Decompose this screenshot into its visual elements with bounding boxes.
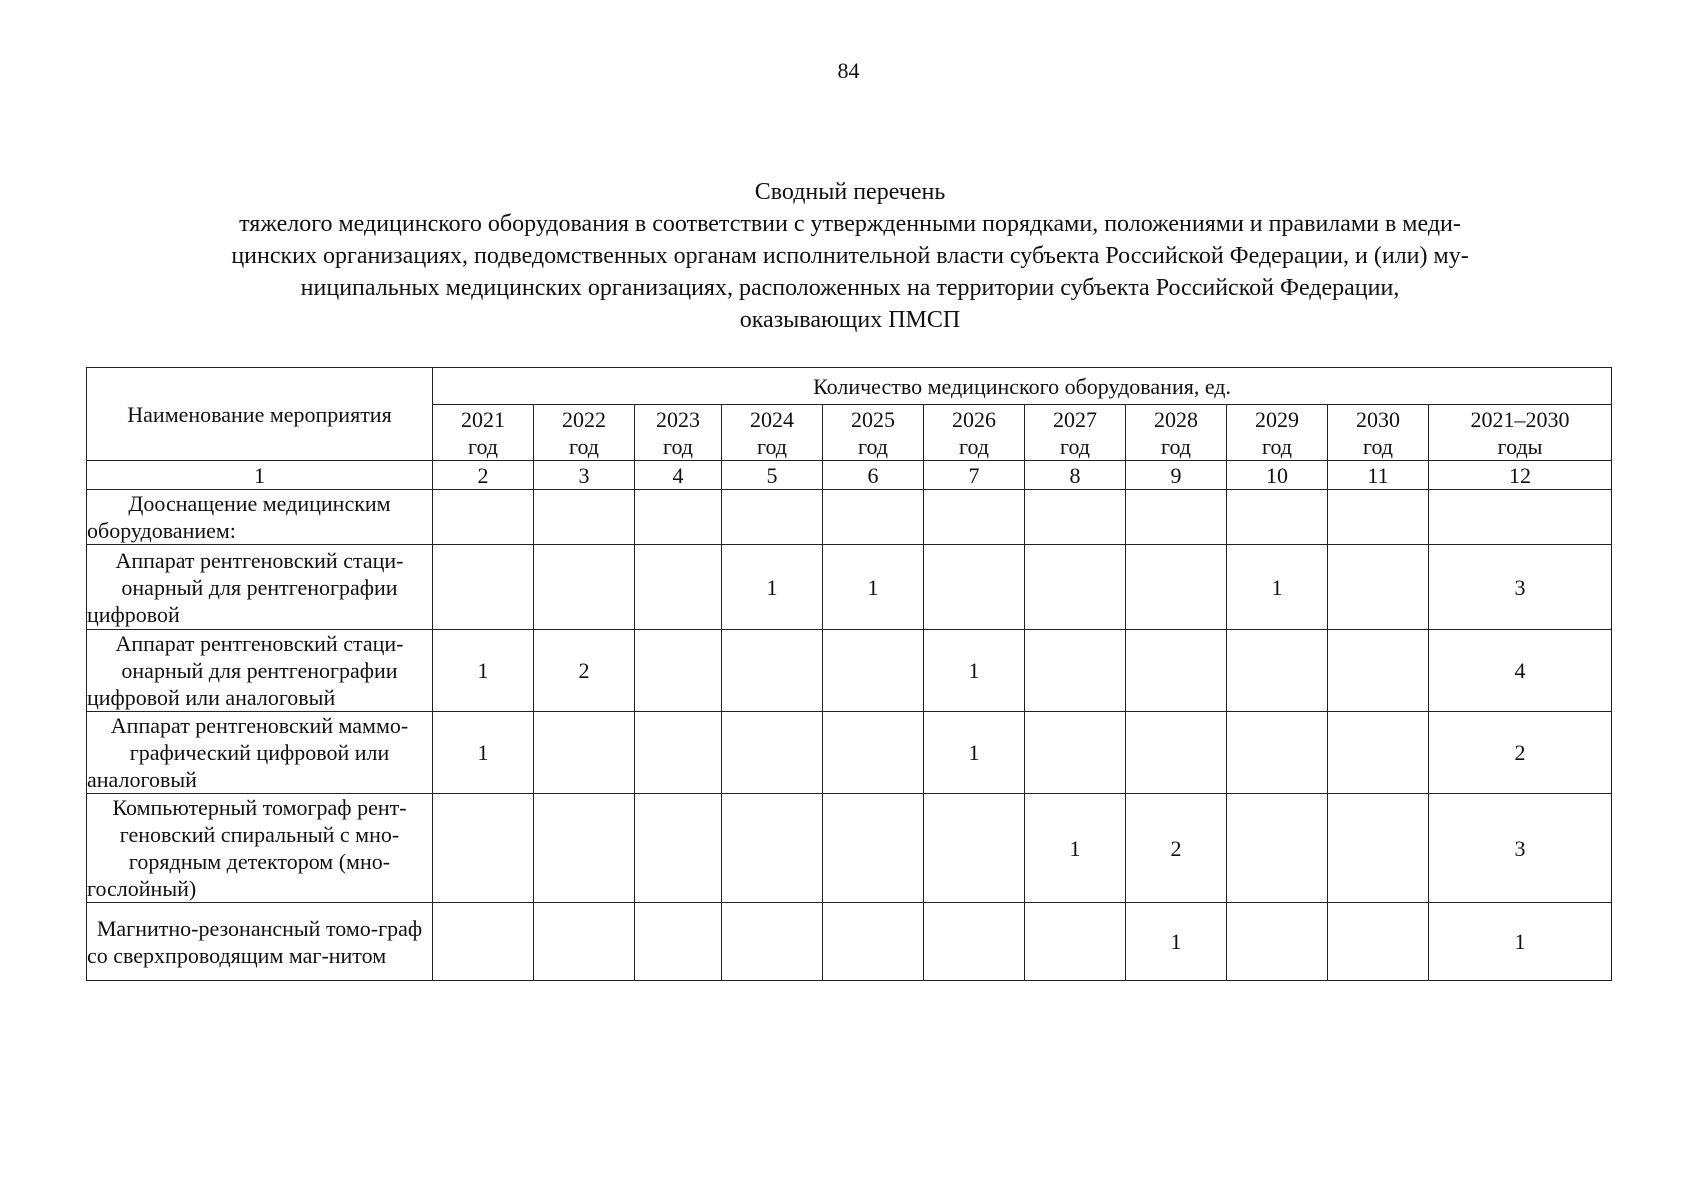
quantity-cell [433,545,534,630]
quantity-cell [433,490,534,545]
year-unit: год [756,433,788,459]
year-unit: год [568,433,600,459]
quantity-cell [1429,490,1612,545]
quantity-cell [433,903,534,981]
table-row [87,545,1612,630]
quantity-cell: 4 [1429,630,1612,712]
quantity-cell [823,712,924,794]
column-number: 9 [1126,461,1227,490]
quantity-cell [924,794,1025,903]
quantity-cell [635,490,722,545]
quantity-cell [823,490,924,545]
quantity-cell: 1 [1126,903,1227,981]
year-label: 2030 [1356,406,1400,432]
year-column-header [433,405,534,461]
column-number: 6 [823,461,924,490]
year-label: 2027 [1053,406,1097,432]
quantity-cell [534,712,635,794]
quantity-cell [823,794,924,903]
quantity-cell [1025,545,1126,630]
quantity-cell [722,903,823,981]
quantity-cell [1126,545,1227,630]
quantity-cell [924,903,1025,981]
equipment-name: Аппарат рентгеновский маммо-графический цифровой или аналоговый [87,712,433,794]
year-column-header [1025,405,1126,461]
column-number: 8 [1025,461,1126,490]
column-number: 11 [1328,461,1429,490]
document-title [100,176,1600,336]
quantity-cell [635,794,722,903]
title-line: оказывающих ПМСП [739,307,961,333]
title-line: Сводный перечень [754,179,946,205]
quantity-cell [1328,630,1429,712]
quantity-cell [1227,903,1328,981]
year-unit: год [1160,433,1192,459]
table-row [87,794,1612,903]
quantity-cell: 1 [1429,903,1612,981]
quantity-cell [1227,794,1328,903]
year-unit: год [857,433,889,459]
year-unit: год [1261,433,1293,459]
year-column-header [1126,405,1227,461]
quantity-cell: 2 [1429,712,1612,794]
table-row [87,490,1612,545]
equipment-name: Дооснащение медицинским оборудованием: [87,490,433,545]
year-unit: год [662,433,694,459]
quantity-cell [534,903,635,981]
quantity-cell: 1 [1227,545,1328,630]
year-column-header [823,405,924,461]
quantity-cell [1025,630,1126,712]
year-label: 2029 [1255,406,1299,432]
quantity-cell [722,794,823,903]
year-label: 2025 [851,406,895,432]
name-column-header: Наименование мероприятия [87,368,433,461]
title-line: цинских организациях, подведомственных органам исполнительной власти субъекта Российской Федерации, и (или) му- [231,243,1469,269]
quantity-cell [1328,712,1429,794]
year-label: 2024 [750,406,794,432]
page-number: 84 [837,58,860,83]
quantity-cell [1126,490,1227,545]
year-column-header [635,405,722,461]
year-column-header [1429,405,1612,461]
quantity-cell [635,903,722,981]
year-label: 2026 [952,406,996,432]
quantity-cell [722,490,823,545]
title-line: ниципальных медицинских организациях, расположенных на территории субъекта Российской Федерации, [300,275,1400,301]
quantity-cell [924,545,1025,630]
equipment-table [86,367,1612,981]
column-number: 4 [635,461,722,490]
table-row [87,630,1612,712]
column-number: 7 [924,461,1025,490]
quantity-cell [722,712,823,794]
quantity-cell [823,630,924,712]
equipment-name: Аппарат рентгеновский стаци-онарный для рентгенографии цифровой или аналоговый [87,630,433,712]
title-line: тяжелого медицинского оборудования в соответствии с утвержденными порядками, положениями и правилами в меди- [239,211,1461,237]
quantity-cell [1025,712,1126,794]
quantity-cell [1227,712,1328,794]
table-row [87,712,1612,794]
column-number-row [87,461,1612,490]
equipment-name: Аппарат рентгеновский стаци-онарный для рентгенографии цифровой [87,545,433,630]
quantity-cell [1328,490,1429,545]
year-unit: год [1059,433,1091,459]
quantity-cell [1126,712,1227,794]
quantity-cell: 3 [1429,794,1612,903]
quantity-cell [1328,903,1429,981]
quantity-cell [433,794,534,903]
quantity-cell [635,545,722,630]
year-column-header [1328,405,1429,461]
quantity-cell: 1 [823,545,924,630]
quantity-cell [534,794,635,903]
year-column-header [1227,405,1328,461]
year-column-header [534,405,635,461]
quantity-cell: 1 [924,712,1025,794]
column-number: 2 [433,461,534,490]
quantity-cell [1025,490,1126,545]
column-number: 3 [534,461,635,490]
year-label: 2022 [562,406,606,432]
column-number: 12 [1429,461,1612,490]
column-number: 1 [87,461,433,490]
quantity-cell: 1 [433,630,534,712]
quantity-cell: 1 [722,545,823,630]
quantity-cell [1025,903,1126,981]
quantity-cell [635,630,722,712]
quantity-cell: 2 [534,630,635,712]
year-unit: год [1362,433,1394,459]
column-number: 5 [722,461,823,490]
quantity-cell: 1 [433,712,534,794]
quantity-cell [1227,630,1328,712]
quantity-column-header: Количество медицинского оборудования, ед. [433,368,1612,405]
quantity-cell [1328,545,1429,630]
year-label: 2021 [461,406,505,432]
quantity-cell: 3 [1429,545,1612,630]
equipment-name: Магнитно-резонансный томо-граф со сверхпроводящим маг-нитом [87,903,433,981]
year-label: 2021–2030 [1470,406,1570,432]
quantity-cell [924,490,1025,545]
quantity-cell [635,712,722,794]
quantity-cell [1126,630,1227,712]
quantity-cell [534,545,635,630]
year-column-header [722,405,823,461]
equipment-name: Компьютерный томограф рент-геновский спиральный с мно-горядным детектором (мно-гослойный) [87,794,433,903]
quantity-cell: 2 [1126,794,1227,903]
column-number: 10 [1227,461,1328,490]
year-label: 2023 [656,406,700,432]
year-column-header [924,405,1025,461]
year-label: 2028 [1154,406,1198,432]
quantity-cell [534,490,635,545]
year-unit: год [958,433,990,459]
year-unit: годы [1497,433,1543,459]
quantity-cell: 1 [924,630,1025,712]
table-row [87,903,1612,981]
quantity-cell [1227,490,1328,545]
quantity-cell [1328,794,1429,903]
quantity-cell: 1 [1025,794,1126,903]
year-unit: год [467,433,499,459]
quantity-cell [722,630,823,712]
quantity-cell [823,903,924,981]
